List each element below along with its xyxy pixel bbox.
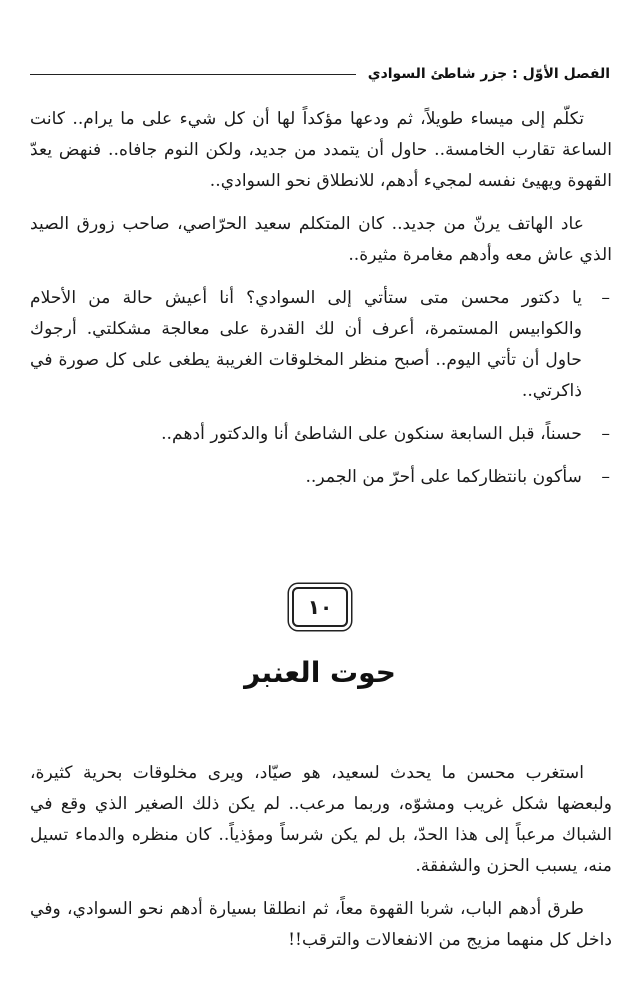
dialogue-line — [30, 419, 612, 450]
paragraph: طرق أدهم الباب، شربا القهوة معاً، ثم انطلقا بسيارة أدهم نحو السوادي، وفي داخل كل منهما مزيج من الانفعالات والترقب!! — [30, 899, 612, 950]
chapter-heading — [0, 583, 640, 693]
dialogue-line — [30, 462, 612, 493]
paragraph: استغرب محسن ما يحدث لسعيد، هو صيّاد، ويرى مخلوقات بحرية كثيرة، ولبعضها شكل غريب ومشوّه، وربما مرعب.. لم يكن ذلك الصغير الذي وقع في الشباك مرعباً إلى هذا الحدّ، بل لم يكن شرساً ومؤذياً.. كان منظره والدماء تسيل منه، يسبب الحزن والشفقة. — [30, 763, 612, 876]
dialogue-text: حسناً، قبل السابعة سنكون على الشاطئ أنا والدكتور أدهم.. — [161, 424, 582, 444]
dialogue-text: يا دكتور محسن متى ستأتي إلى السوادي؟ أنا أعيش حالة من الأحلام والكوابيس المستمرة، أعرف أن لك القدرة على معالجة مشكلتي. أرجوك حاول أن تأتي اليوم.. أصبح منظر المخلوقات الغريبة يطغى على كل صورة في ذاكرتي.. — [30, 288, 582, 401]
dialogue-line — [30, 283, 612, 407]
paragraph: عاد الهاتف يرنّ من جديد.. كان المتكلم سعيد الحرّاصي، صاحب زورق الصيد الذي عاش معه وأدهم مغامرة مثيرة.. — [30, 214, 612, 265]
paragraph: تكلّم إلى ميساء طويلاً، ثم ودعها مؤكداً لها أن كل شيء على ما يرام.. كانت الساعة تقارب الخامسة.. حاول أن يتمدد من جديد، ولكن النوم جافاه.. فنهض يعدّ القهوة ويهيئ نفسه لمجيء أدهم، للانطلاق نحو السوادي.. — [30, 109, 612, 191]
running-header — [30, 62, 610, 86]
dialogue-text: سأكون بانتظاركما على أحرّ من الجمر.. — [305, 467, 582, 487]
dialogue-dash: – — [601, 424, 610, 444]
page-body-top — [30, 104, 612, 493]
header-rule — [30, 74, 356, 75]
chapter-title: حوت العنبر — [244, 656, 396, 689]
chapter-number: ١٠ — [307, 595, 333, 619]
running-title: الفصل الأوّل : جزر شاطئ السوادي — [367, 66, 610, 82]
chapter-number-box — [292, 587, 348, 627]
page-body-bottom — [30, 758, 612, 956]
dialogue-dash: – — [601, 288, 610, 308]
dialogue-dash: – — [601, 467, 610, 487]
